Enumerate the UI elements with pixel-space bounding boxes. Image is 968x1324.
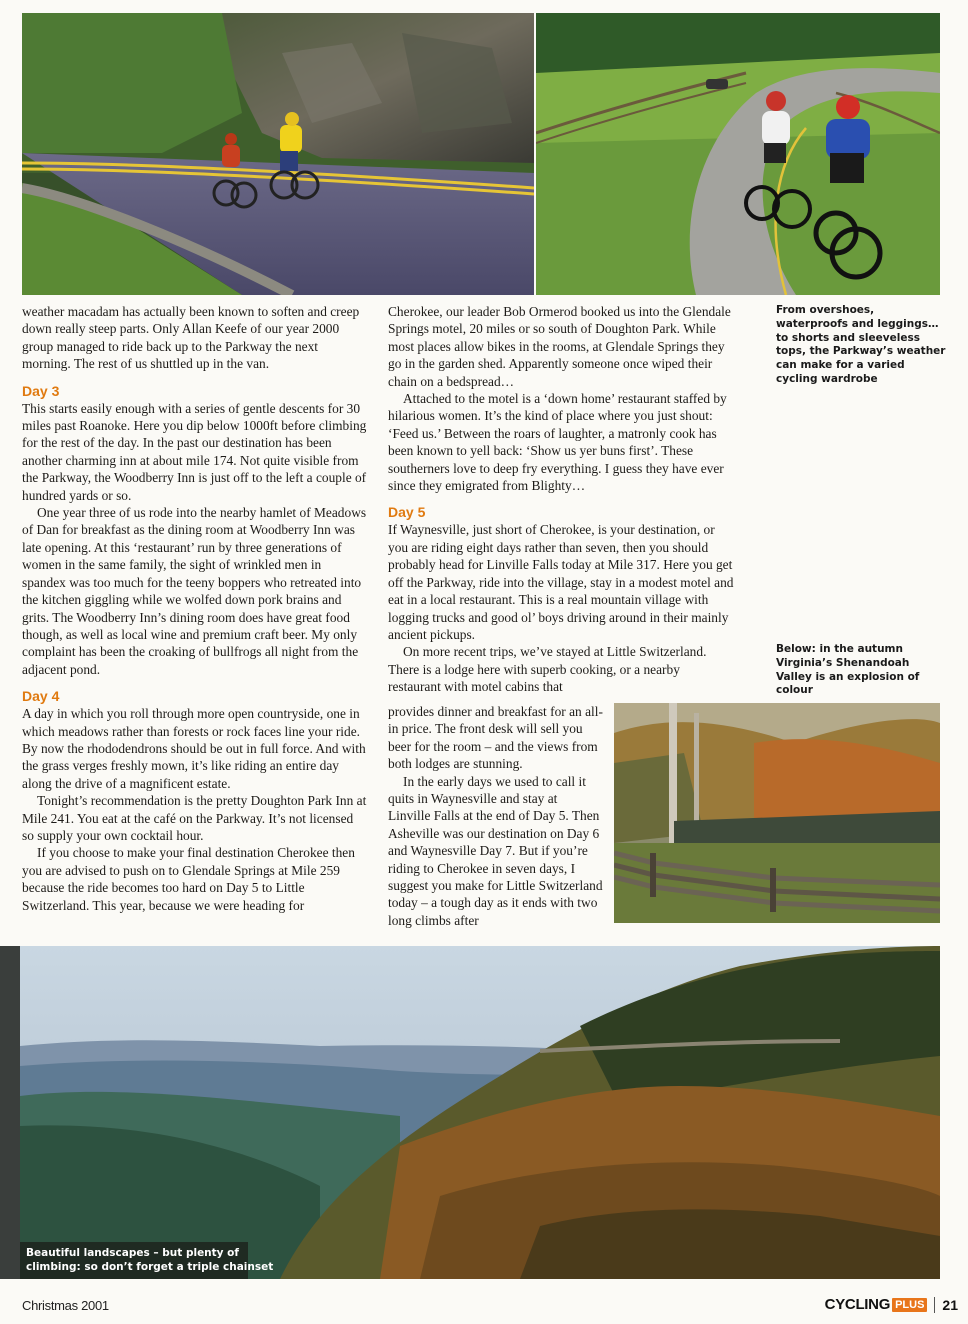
paragraph: Cherokee, our leader Bob Ormerod booked us into the Glendale Springs motel, 20 miles or so south of Doughton Park. While most places allow bikes in the rooms, at Glendale Springs they go in the garden shed. Apparently someone once wiped their chain on a bedspread… (388, 304, 731, 389)
photo-edge-strip (0, 946, 20, 1279)
photo-caption-shenandoah: Below: in the autumn Virginia’s Shenandoah Valley is an explosion of colour (776, 643, 920, 697)
paragraph: A day in which you roll through more open countryside, one in which meadows rather than forests or rock faces line your ride. By now the rhododendrons should be out in full force. And with the grass verges freshly mown, it’s like riding an entire day along the drive of a magnificent estate. (22, 706, 366, 791)
paragraph: One year three of us rode into the nearby hamlet of Meadows of Dan for breakfast as the dining room at Woodberry Inn was late opening. At this ‘restaurant’ run by three generations of women in the same family, the sight of wrinkled men in spandex was too much for the teeny boppers who retreated into the kitchen giggling while we wolfed down pork brains and grits. The Woodberry Inn’s dining room does have great food though, as well as local wine and premium craft beer. My only complaint has been the croaking of bullfrogs all night from the adjacent pond. (22, 505, 367, 677)
day3-heading: Day 3 (22, 382, 60, 399)
paragraph: This starts easily enough with a series of gentle descents for 30 miles past Roanoke. Here you dip below 1000ft before climbing for the rest of the day. In the past our destination has been another charming inn at about mile 174. Not quite visible from the Parkway, the Woodberry Inn is just off to the left a couple of hundred yards or so. (22, 400, 367, 503)
photo-cyclists-winding-road (536, 13, 940, 295)
caption-line: climbing: so don’t forget a triple chainset (26, 1261, 274, 1273)
divider (934, 1297, 935, 1313)
photo-shenandoah-valley (614, 703, 940, 923)
paragraph: Attached to the motel is a ‘down home’ restaurant staffed by hilarious women. It’s the kind of place where you just shout: ‘Feed us.’ Between the roars of laughter, a matronly cook has been known to yell back: ‘Show us yer buns first’. These southerners love to deep fry everything. I guess they have ever since they emigrated from Blighty… (388, 391, 727, 494)
paragraph: In the early days we used to call it quits in Waynesville and stay at Linville Falls at the end of Day 5. Then Asheville was our destination on Day 6 and Waynesville Day 7. But if you’re riding to Cherokee in seven days, I suggest you make for Little Switzerland today – a tough day as it ends with two long climbs after (388, 773, 603, 928)
paragraph: On more recent trips, we’ve stayed at Little Switzerland. There is a lodge here with superb cooking, or a nearby restaurant with motel cabins that (388, 644, 707, 695)
day5-heading: Day 5 (388, 504, 426, 521)
photo-mountain-landscape (20, 946, 940, 1279)
magazine-brand (825, 1296, 958, 1313)
paragraph: provides dinner and breakfast for an all-in price. The front desk will sell you beer for the room – and the views from both lodges are stunning. (388, 704, 603, 772)
article-column-1 (22, 303, 368, 914)
photo-cyclists-rainy-road (22, 13, 534, 295)
paragraph: Tonight’s recommendation is the pretty Doughton Park Inn at Mile 241. You eat at the café on the Parkway. It’s not licensed so supply your own cocktail hour. (22, 793, 367, 843)
photo-caption-wardrobe: From overshoes, waterproofs and leggings… to shorts and sleeveless tops, the Parkway’s weather can make for a varied cycling wardrobe (776, 304, 946, 385)
brand-plus-badge: PLUS (892, 1298, 927, 1312)
paragraph: If you choose to make your final destination Cherokee then you are advised to push on to Glendale Springs at Mile 259 because the ride becomes too hard on Day 5 to Little Switzerland. This year, because we were heading for (22, 845, 355, 913)
caption-line: Beautiful landscapes – but plenty of (26, 1247, 239, 1259)
day4-heading: Day 4 (22, 688, 60, 705)
article-column-2-wrap (388, 703, 603, 929)
issue-date: Christmas 2001 (22, 1298, 109, 1313)
page-number: 21 (942, 1296, 958, 1313)
paragraph: If Waynesville, just short of Cherokee, is your destination, or you are riding eight days rather than seven, then you should probably head for Linville Falls today at Mile 317. Here you get off the Parkway, ride into the village, stay in a modest motel and eat in a local restaurant. This is a real mountain village with logging trucks and good ol’ boys driving around in their mainly ancient pickups. (388, 522, 734, 642)
paragraph: weather macadam has actually been known to soften and creep down really steep parts. Only Allan Keefe of our year 2000 group managed to ride back up to the Parkway the next morning. The rest of us shuttled up in the van. (22, 304, 360, 372)
photo-caption-landscape (20, 1244, 279, 1276)
brand-name: CYCLING (824, 1296, 891, 1313)
article-column-2 (388, 303, 734, 696)
